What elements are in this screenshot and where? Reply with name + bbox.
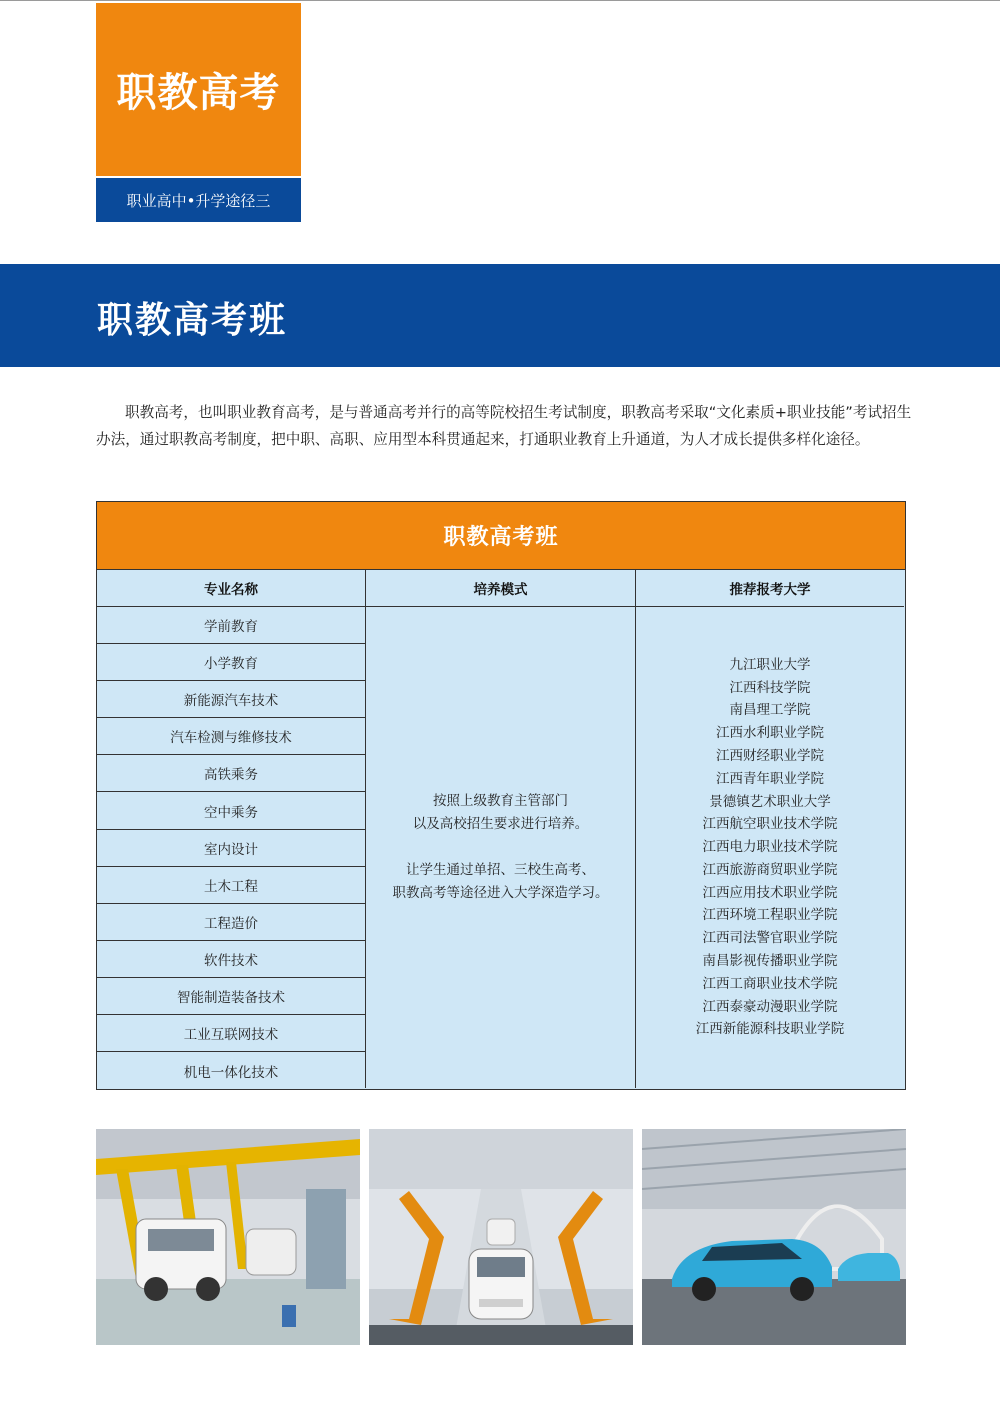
major-item: 高铁乘务: [97, 755, 365, 792]
university-item: 江西财经职业学院: [716, 747, 824, 764]
mode-line: 以及高校招生要求进行培养。: [412, 816, 589, 832]
major-item: 汽车检测与维修技术: [97, 718, 365, 755]
badge-bottom: [96, 176, 301, 222]
university-item: 江西科技学院: [729, 679, 811, 696]
factory-photo-car-showroom: [642, 1129, 906, 1345]
university-item: 江西司法警官职业学院: [702, 930, 838, 947]
factory-photo-assembly-line: [96, 1129, 360, 1345]
major-item: 土木工程: [97, 867, 365, 904]
training-mode-text: [366, 607, 635, 1088]
mode-column: [366, 570, 636, 1088]
column-header-mode: 培养模式: [366, 570, 635, 607]
major-item: 工业互联网技术: [97, 1015, 365, 1052]
university-item: 江西电力职业技术学院: [702, 839, 838, 856]
program-table: [96, 501, 906, 1090]
table-header-bar: [97, 502, 905, 570]
university-item: 江西工商职业技术学院: [702, 975, 838, 992]
mode-line: 按照上级教育主管部门: [433, 792, 568, 809]
major-item: 学前教育: [97, 607, 365, 644]
mode-line: 职教高考等途径进入大学深造学习。: [392, 885, 609, 901]
table-title: 职教高考班: [443, 525, 559, 550]
badge-top: [96, 3, 301, 176]
major-item: 室内设计: [97, 830, 365, 867]
major-item: 新能源汽车技术: [97, 681, 365, 718]
university-item: 江西水利职业学院: [716, 725, 824, 742]
university-item: 江西青年职业学院: [716, 770, 824, 787]
major-item: 工程造价: [97, 904, 365, 941]
majors-column: [97, 570, 366, 1088]
university-item: 南昌影视传播职业学院: [702, 953, 838, 970]
column-header-university: 推荐报考大学: [636, 570, 904, 607]
major-item: 空中乘务: [97, 792, 365, 829]
major-item: 机电一体化技术: [183, 1064, 279, 1081]
university-list: [636, 607, 904, 1088]
university-item: 江西航空职业技术学院: [702, 816, 838, 833]
university-item: 江西应用技术职业学院: [702, 884, 838, 901]
section-title: 职教高考班: [97, 300, 288, 341]
badge-subtitle: 职业高中•升学途径三: [126, 191, 271, 210]
badge-title: 职教高考: [116, 70, 281, 116]
major-list: [97, 607, 365, 1089]
university-item: 景德镇艺术职业大学: [709, 793, 831, 810]
car-showroom-illustration: [642, 1129, 906, 1345]
mode-line: 让学生通过单招、三校生高考、: [406, 861, 595, 878]
university-item: 江西旅游商贸职业学院: [702, 861, 838, 878]
university-item: 江西泰豪动漫职业学院: [702, 998, 838, 1015]
university-item: 江西环境工程职业学院: [702, 907, 838, 924]
section-banner: [0, 264, 1000, 367]
top-border: [0, 0, 1000, 1]
intro-paragraph: 职教高考，也叫职业教育高考，是与普通高考并行的高等院校招生考试制度，职教高考采取“文化素质+职业技能”考试招生办法，通过职教高考制度，把中职、高职、应用型本科贯通起来，打通职业教育上升通道，为人才成长提供多样化途径。: [96, 404, 912, 448]
university-item: 南昌理工学院: [729, 702, 811, 719]
photo-strip: [96, 1129, 906, 1345]
university-item: 九江职业大学: [729, 656, 811, 673]
column-header-major: 专业名称: [97, 570, 365, 607]
category-badge: [96, 3, 301, 222]
table-body: [97, 570, 904, 1088]
major-item: 小学教育: [97, 644, 365, 681]
major-item: 软件技术: [97, 941, 365, 978]
factory-photo-robot-welding: [369, 1129, 633, 1345]
universities-column: [636, 570, 904, 1088]
assembly-line-illustration: [96, 1129, 360, 1345]
major-item: 智能制造装备技术: [97, 978, 365, 1015]
robot-welding-illustration: [369, 1129, 633, 1345]
university-item: 江西新能源科技职业学院: [695, 1021, 845, 1038]
